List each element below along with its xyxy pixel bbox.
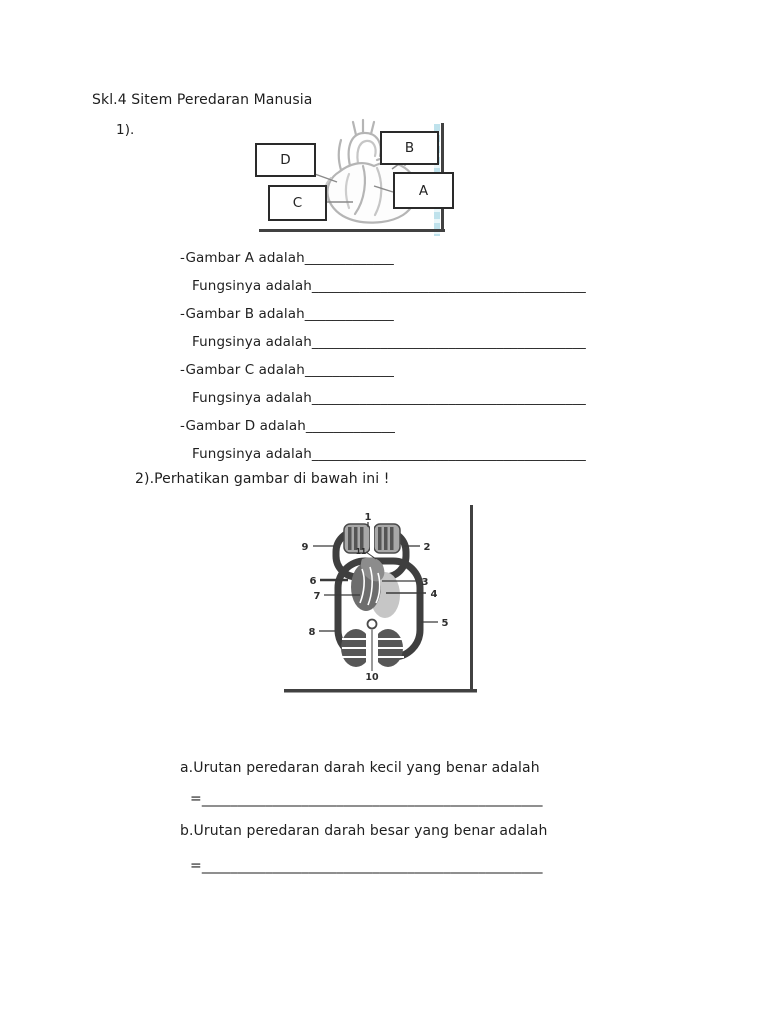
label-box-b: B [380, 131, 439, 165]
question-2b-label: b.Urutan peredaran darah besar yang benar adalah [180, 823, 548, 839]
diagram-number-4: 4 [430, 589, 438, 600]
fungsi-d-line: Fungsinya adalah________________________________________ [192, 446, 586, 462]
body-organs-shape [341, 620, 404, 672]
diagram-number-7: 7 [313, 591, 321, 602]
fungsi-b-line: Fungsinya adalah________________________________________ [192, 334, 586, 350]
fungsi-c-line: Fungsinya adalah________________________________________ [192, 390, 586, 406]
answer-line-a: =________________________________________________ [190, 791, 543, 807]
label-box-c: C [268, 185, 327, 221]
circulation-illustration [284, 503, 480, 695]
question-2a-label: a.Urutan peredaran darah kecil yang benar adalah [180, 760, 540, 776]
diagram-number-9: 9 [301, 542, 309, 553]
diagram-number-1: 1 [364, 512, 372, 523]
question-2-heading: 2).Perhatikan gambar di bawah ini ! [135, 471, 390, 487]
diagram-number-6: 6 [309, 576, 317, 587]
figure2-border-bottom [284, 689, 477, 693]
diagram-number-10: 10 [365, 672, 379, 683]
gambar-b-line: -Gambar B adalah_____________ [180, 306, 394, 322]
question-1-number: 1). [116, 122, 135, 138]
diagram-number-5: 5 [441, 618, 449, 629]
figure1-border-bottom [259, 229, 445, 232]
gambar-c-line: -Gambar C adalah_____________ [180, 362, 394, 378]
diagram-number-8: 8 [308, 627, 316, 638]
circulation-diagram-figure [284, 503, 480, 695]
gambar-a-line: -Gambar A adalah_____________ [180, 250, 394, 266]
lungs-shape [344, 523, 400, 554]
heart-diagram-figure [253, 118, 453, 240]
label-box-d: D [255, 143, 316, 177]
page-title: Skl.4 Sitem Peredaran Manusia [92, 92, 313, 108]
fungsi-a-line: Fungsinya adalah________________________________________ [192, 278, 586, 294]
answer-line-b: =________________________________________________ [190, 858, 543, 874]
diagram-number-2: 2 [423, 542, 431, 553]
figure2-border-right [470, 505, 473, 692]
gambar-d-line: -Gambar D adalah_____________ [180, 418, 395, 434]
diagram-number-11: 11 [355, 547, 367, 556]
diagram-number-3: 3 [421, 577, 429, 588]
label-box-a: A [393, 172, 454, 209]
heart-shape [351, 557, 400, 618]
